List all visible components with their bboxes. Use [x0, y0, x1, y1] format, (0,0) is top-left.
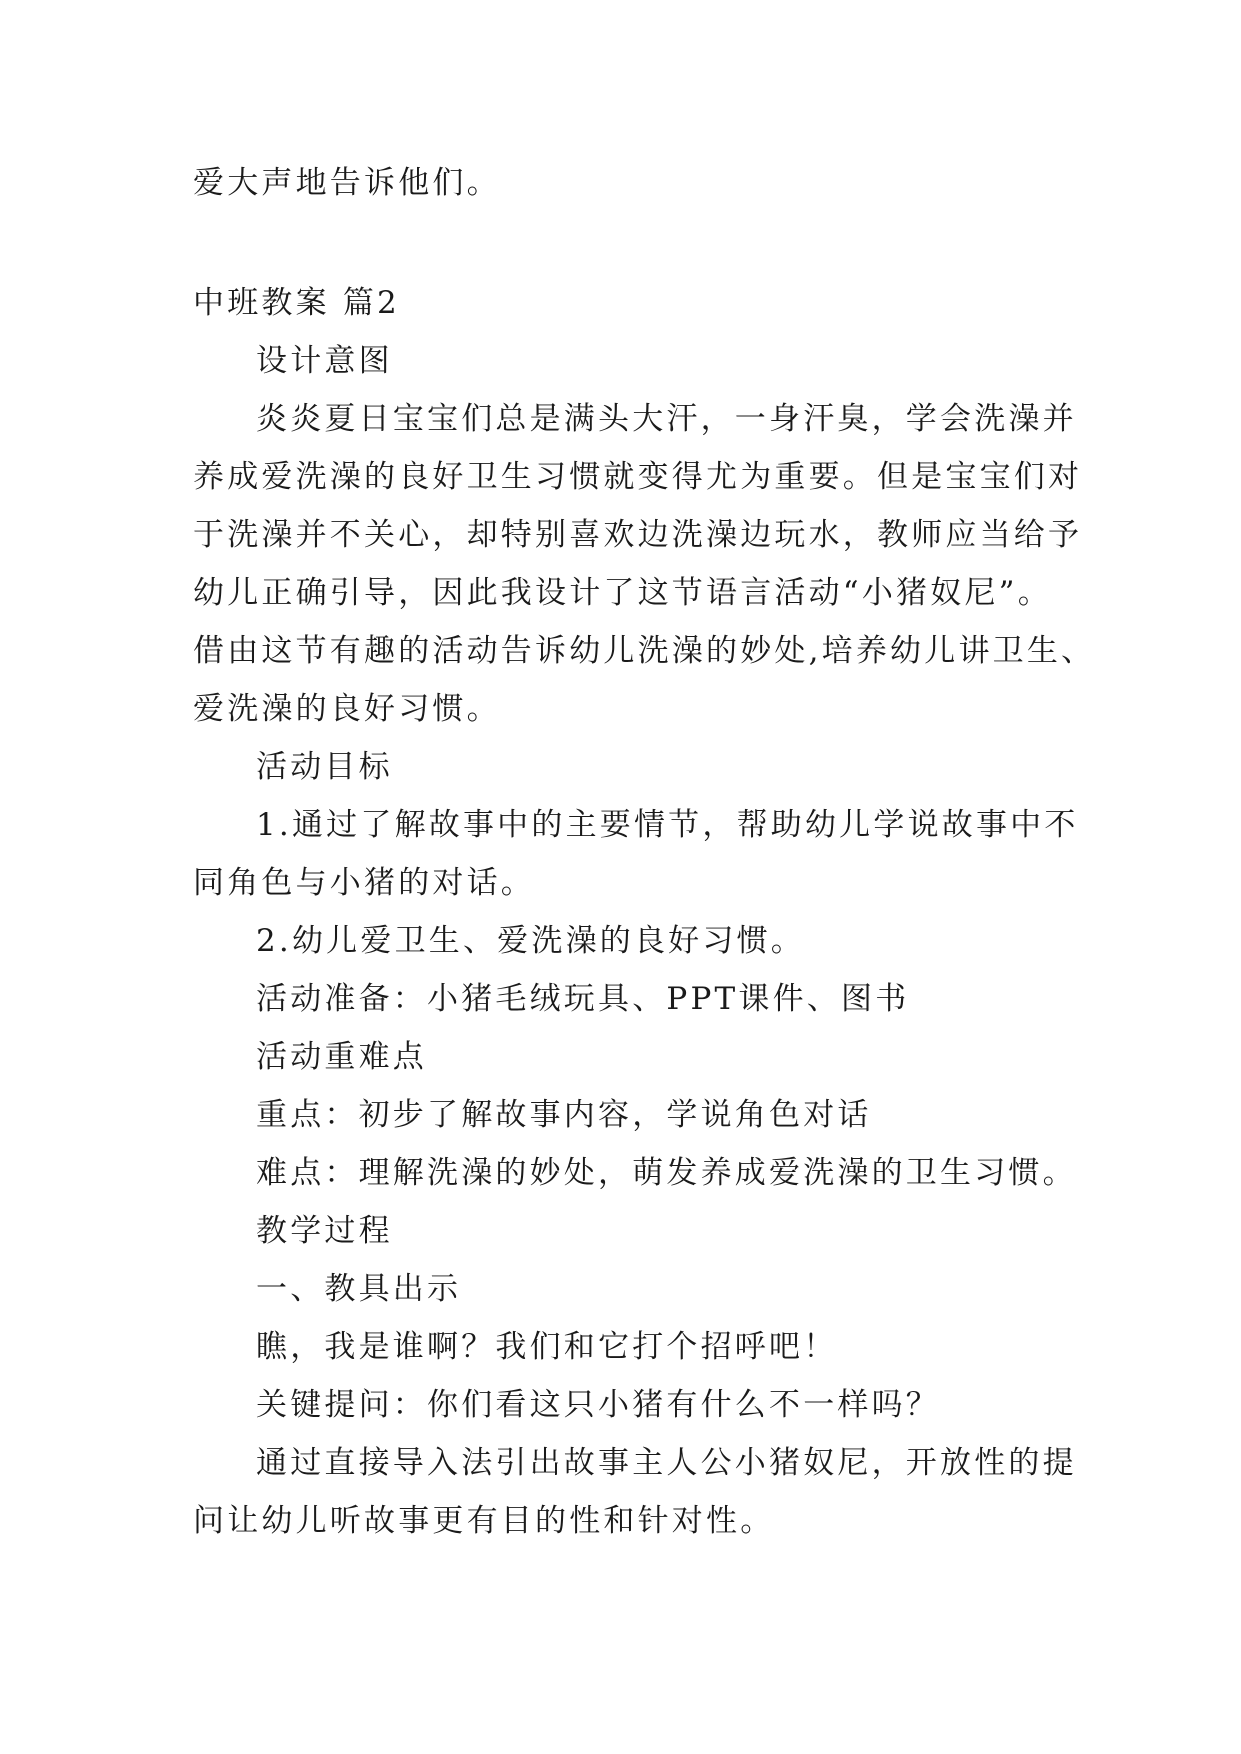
paragraph-line: 瞧，我是谁啊？我们和它打个招呼吧！: [256, 1329, 838, 1365]
subheading-activity-goals: 活动目标: [256, 749, 393, 785]
paragraph-line: 爱大声地告诉他们。: [193, 165, 501, 201]
subheading-step-one: 一、教具出示: [256, 1271, 462, 1307]
paragraph-line: 问让幼儿听故事更有目的性和针对性。: [193, 1503, 775, 1539]
section-heading: 中班教案 篇2: [193, 285, 400, 321]
subheading-teaching-process: 教学过程: [256, 1213, 393, 1249]
paragraph-line: 1.通过了解故事中的主要情节，帮助幼儿学说故事中不: [256, 807, 1079, 843]
paragraph-line: 同角色与小猪的对话。: [193, 865, 535, 901]
paragraph-line: 幼儿正确引导，因此我设计了这节语言活动“小猪奴尼”。: [193, 575, 1052, 611]
paragraph-line: 养成爱洗澡的良好卫生习惯就变得尤为重要。但是宝宝们对: [193, 459, 1083, 495]
paragraph-line: 关键提问：你们看这只小猪有什么不一样吗？: [256, 1387, 940, 1423]
paragraph-line: 通过直接导入法引出故事主人公小猪奴尼，开放性的提: [256, 1445, 1077, 1481]
paragraph-line: 活动准备：小猪毛绒玩具、PPT课件、图书: [256, 981, 910, 1017]
paragraph-line: 于洗澡并不关心，却特别喜欢边洗澡边玩水，教师应当给予: [193, 517, 1083, 553]
paragraph-line: 炎炎夏日宝宝们总是满头大汗，一身汗臭，学会洗澡并: [256, 401, 1077, 437]
subheading-design-intent: 设计意图: [256, 343, 393, 379]
paragraph-line: 难点：理解洗澡的妙处，萌发养成爱洗澡的卫生习惯。: [256, 1155, 1077, 1191]
paragraph-line: 重点：初步了解故事内容，学说角色对话: [256, 1097, 872, 1133]
paragraph-line: 2.幼儿爱卫生、爱洗澡的良好习惯。: [256, 923, 805, 959]
paragraph-line: 爱洗澡的良好习惯。: [193, 691, 501, 727]
subheading-key-points: 活动重难点: [256, 1039, 427, 1075]
paragraph-line: 借由这节有趣的活动告诉幼儿洗澡的妙处,培养幼儿讲卫生、: [193, 633, 1096, 669]
